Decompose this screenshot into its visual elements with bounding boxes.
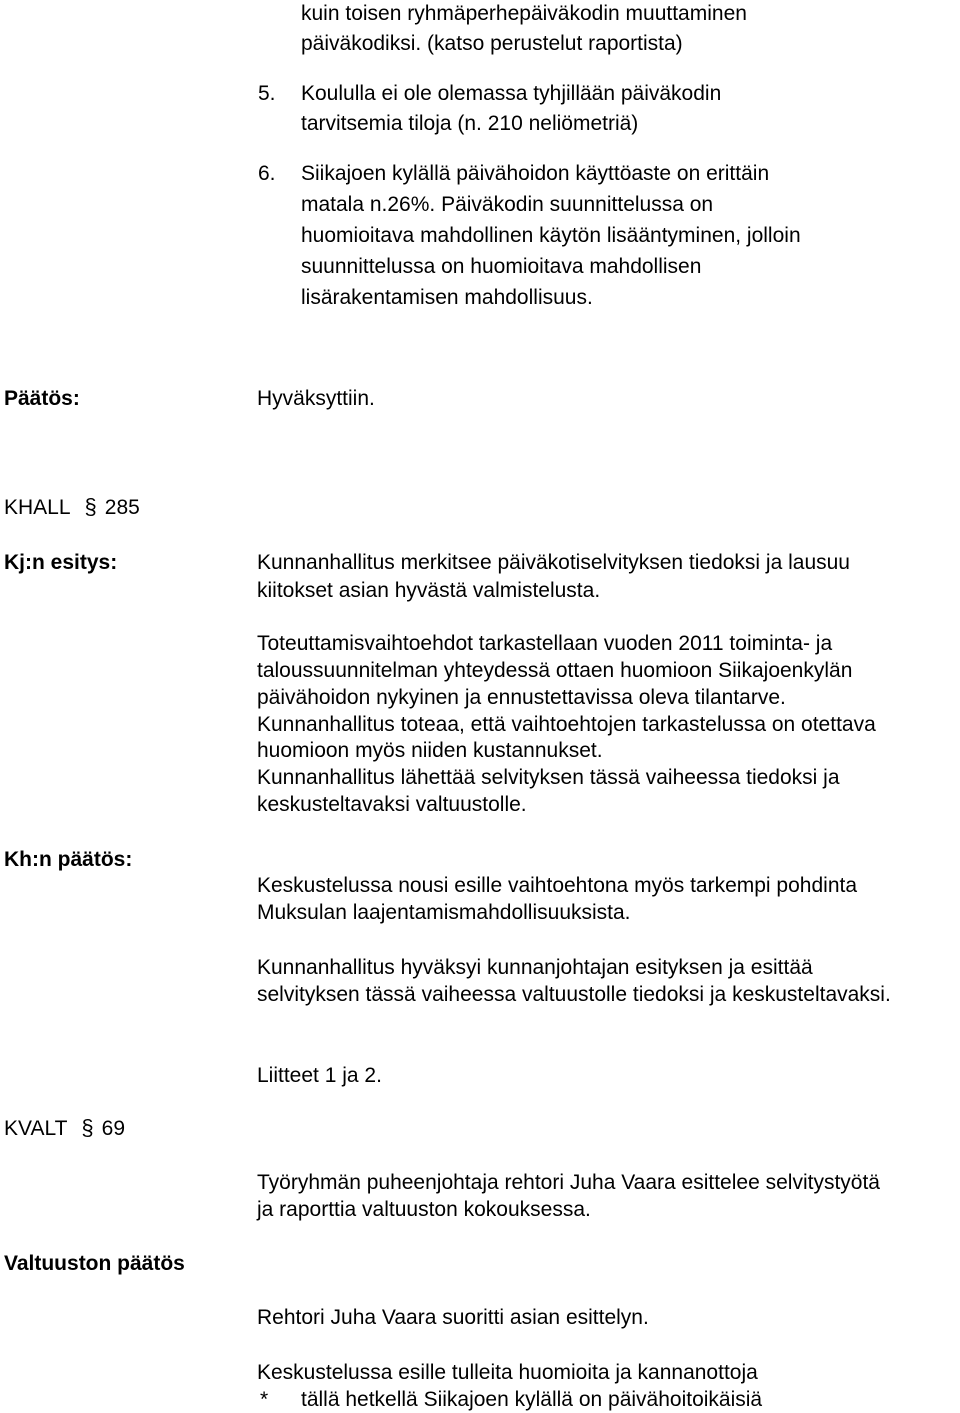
paragraph-line: Rehtori Juha Vaara suoritti asian esittelyn. <box>257 1306 649 1329</box>
list-item-text: huomioitava mahdollinen käytön lisääntyminen, jolloin <box>301 224 801 247</box>
paragraph-line: kiitokset asian hyvästä valmistelusta. <box>257 579 601 602</box>
paragraph-line: Kunnanhallitus merkitsee päiväkotiselvityksen tiedoksi ja lausuu <box>257 551 850 574</box>
attachments-note: Liitteet 1 ja 2. <box>257 1064 382 1087</box>
list-item-number: 5. <box>258 82 276 105</box>
bullet-text: tällä hetkellä Siikajoen kylällä on päivähoitoikäisiä <box>301 1388 763 1411</box>
paragraph-line: Työryhmän puheenjohtaja rehtori Juha Vaara esittelee selvitystyötä <box>257 1171 880 1194</box>
section-heading-kvalt <box>4 1114 125 1142</box>
list-item-text: päiväkodiksi. (katso perustelut raportista) <box>301 32 683 55</box>
paragraph-line: päivähoidon nykyinen ja ennustettavissa oleva tilantarve. <box>257 686 786 709</box>
bullet-icon: * <box>260 1388 269 1411</box>
paragraph-line: selvityksen tässä vaiheessa valtuustolle tiedoksi ja keskusteltavaksi. <box>257 983 891 1006</box>
section-number: 285 <box>104 496 140 519</box>
proposal-label: Kj:n esitys: <box>4 551 118 574</box>
paragraph-line: Kunnanhallitus toteaa, että vaihtoehtojen tarkastelussa on otettava <box>257 713 876 736</box>
list-item-text: tarvitsemia tiloja (n. 210 neliömetriä) <box>301 112 639 135</box>
section-mark-icon: § <box>84 494 97 519</box>
decision-label: Päätös: <box>4 387 80 410</box>
section-body-name: KHALL <box>4 496 71 519</box>
paragraph-line: keskusteltavaksi valtuustolle. <box>257 793 527 816</box>
paragraph-line: taloussuunnitelman yhteydessä ottaen huomioon Siikajoenkylän <box>257 659 853 682</box>
paragraph-line: Muksulan laajentamismahdollisuuksista. <box>257 901 631 924</box>
section-body-name: KVALT <box>4 1117 68 1140</box>
list-item-text: kuin toisen ryhmäperhepäiväkodin muuttaminen <box>301 2 747 25</box>
list-item-text: suunnittelussa on huomioitava mahdollisen <box>301 255 702 278</box>
paragraph-line: ja raporttia valtuuston kokouksessa. <box>257 1198 591 1221</box>
section-heading-khall <box>4 493 140 521</box>
paragraph-line: huomioon myös niiden kustannukset. <box>257 739 603 762</box>
section-mark-icon: § <box>81 1115 94 1140</box>
paragraph-line: Kunnanhallitus hyväksyi kunnanjohtajan esityksen ja esittää <box>257 956 813 979</box>
council-decision-label: Valtuuston päätös <box>4 1252 185 1275</box>
list-item-number: 6. <box>258 162 276 185</box>
decision-text: Hyväksyttiin. <box>257 387 375 410</box>
paragraph-line: Toteuttamisvaihtoehdot tarkastellaan vuoden 2011 toiminta- ja <box>257 632 833 655</box>
board-decision-label: Kh:n päätös: <box>4 848 133 871</box>
list-item-text: lisärakentamisen mahdollisuus. <box>301 286 593 309</box>
list-item-text: Siikajoen kylällä päivähoidon käyttöaste on erittäin <box>301 162 770 185</box>
section-number: 69 <box>101 1117 126 1140</box>
paragraph-line: Keskustelussa nousi esille vaihtoehtona myös tarkempi pohdinta <box>257 874 858 897</box>
list-item-text: Koululla ei ole olemassa tyhjillään päiväkodin <box>301 82 722 105</box>
paragraph-line: Kunnanhallitus lähettää selvityksen tässä vaiheessa tiedoksi ja <box>257 766 840 789</box>
list-item-text: matala n.26%. Päiväkodin suunnittelussa on <box>301 193 714 216</box>
paragraph-line: Keskustelussa esille tulleita huomioita ja kannanottoja <box>257 1361 758 1384</box>
